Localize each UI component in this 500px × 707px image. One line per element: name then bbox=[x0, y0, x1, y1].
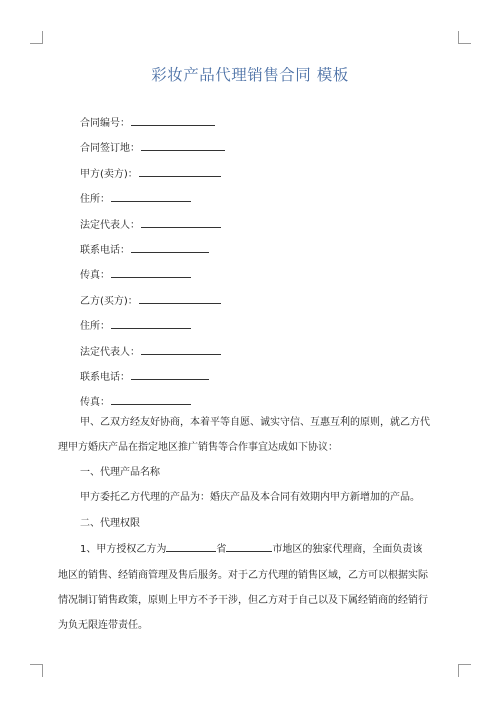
field-blank-line[interactable] bbox=[111, 266, 191, 278]
contract-fields bbox=[80, 114, 225, 419]
field-blank-line[interactable] bbox=[139, 292, 221, 304]
crop-mark-bottom-right bbox=[458, 664, 471, 677]
field-blank-line[interactable] bbox=[111, 317, 191, 329]
field-blank-line[interactable] bbox=[139, 165, 221, 177]
field-label: 甲方(卖方)： bbox=[80, 168, 138, 180]
field-blank-line[interactable] bbox=[131, 368, 209, 380]
field-party-a-representative bbox=[80, 216, 225, 241]
field-label: 传真： bbox=[80, 270, 110, 282]
city-blank[interactable] bbox=[226, 540, 272, 552]
field-party-a-address bbox=[80, 190, 225, 215]
field-label: 联系电话： bbox=[80, 371, 130, 383]
document-title: 彩妆产品代理销售合同 模板 bbox=[151, 66, 349, 84]
field-blank-line[interactable] bbox=[141, 343, 221, 355]
field-party-b-phone bbox=[80, 368, 225, 393]
crop-mark-top-right bbox=[458, 31, 471, 44]
field-label: 住所： bbox=[80, 194, 110, 206]
province-label: 省 bbox=[216, 544, 227, 555]
field-blank-line[interactable] bbox=[131, 114, 215, 126]
field-label: 合同签订地： bbox=[80, 143, 140, 155]
field-blank-line[interactable] bbox=[111, 190, 191, 202]
authorization-text-line: 为负无限连带责任。 bbox=[58, 620, 148, 631]
crop-mark-bottom-left bbox=[30, 664, 43, 677]
authorization-prefix: 1、甲方授权乙方为 bbox=[80, 544, 167, 555]
field-label: 乙方(买方)： bbox=[80, 295, 138, 307]
field-label: 法定代表人： bbox=[80, 346, 140, 358]
field-party-b bbox=[80, 292, 225, 317]
field-blank-line[interactable] bbox=[111, 393, 191, 405]
section-heading: 一、代理产品名称 bbox=[80, 467, 160, 478]
field-label: 法定代表人： bbox=[80, 219, 140, 231]
field-label: 住所： bbox=[80, 321, 110, 333]
section-heading: 二、代理权限 bbox=[80, 518, 140, 529]
field-party-a-fax bbox=[80, 266, 225, 291]
field-party-a-phone bbox=[80, 241, 225, 266]
field-blank-line[interactable] bbox=[141, 139, 225, 151]
field-party-b-address bbox=[80, 317, 225, 342]
field-party-b-representative bbox=[80, 343, 225, 368]
field-label: 合同编号： bbox=[80, 118, 130, 129]
crop-mark-top-left bbox=[30, 31, 43, 44]
authorization-line bbox=[80, 540, 422, 555]
intro-paragraph-line: 甲、乙双方经友好协商，本着平等自愿、诚实守信、互惠互利的原则，就乙方代 bbox=[80, 417, 430, 428]
field-label: 联系电话： bbox=[80, 244, 130, 256]
intro-paragraph-line: 理甲方婚庆产品在指定地区推广销售等合作事宜达成如下协议： bbox=[58, 442, 338, 453]
authorization-text-line: 地区的销售、经销商管理及售后服务。对于乙方代理的销售区域，乙方可以根据实际 bbox=[58, 570, 428, 581]
field-party-a bbox=[80, 165, 225, 190]
field-contract-number bbox=[80, 114, 225, 139]
authorization-suffix: 市地区的独家代理商，全面负责该 bbox=[272, 544, 423, 555]
field-blank-line[interactable] bbox=[141, 216, 221, 228]
authorization-text-line: 情况制订销售政策，原则上甲方不予干涉，但乙方对于自己以及下属经销商的经销行 bbox=[58, 595, 428, 606]
section-text: 甲方委托乙方代理的产品为：婚庆产品及本合同有效期内甲方新增加的产品。 bbox=[80, 492, 420, 503]
field-label: 传真： bbox=[80, 397, 110, 409]
field-signing-place bbox=[80, 139, 225, 164]
province-blank[interactable] bbox=[166, 540, 216, 552]
field-blank-line[interactable] bbox=[131, 241, 209, 253]
